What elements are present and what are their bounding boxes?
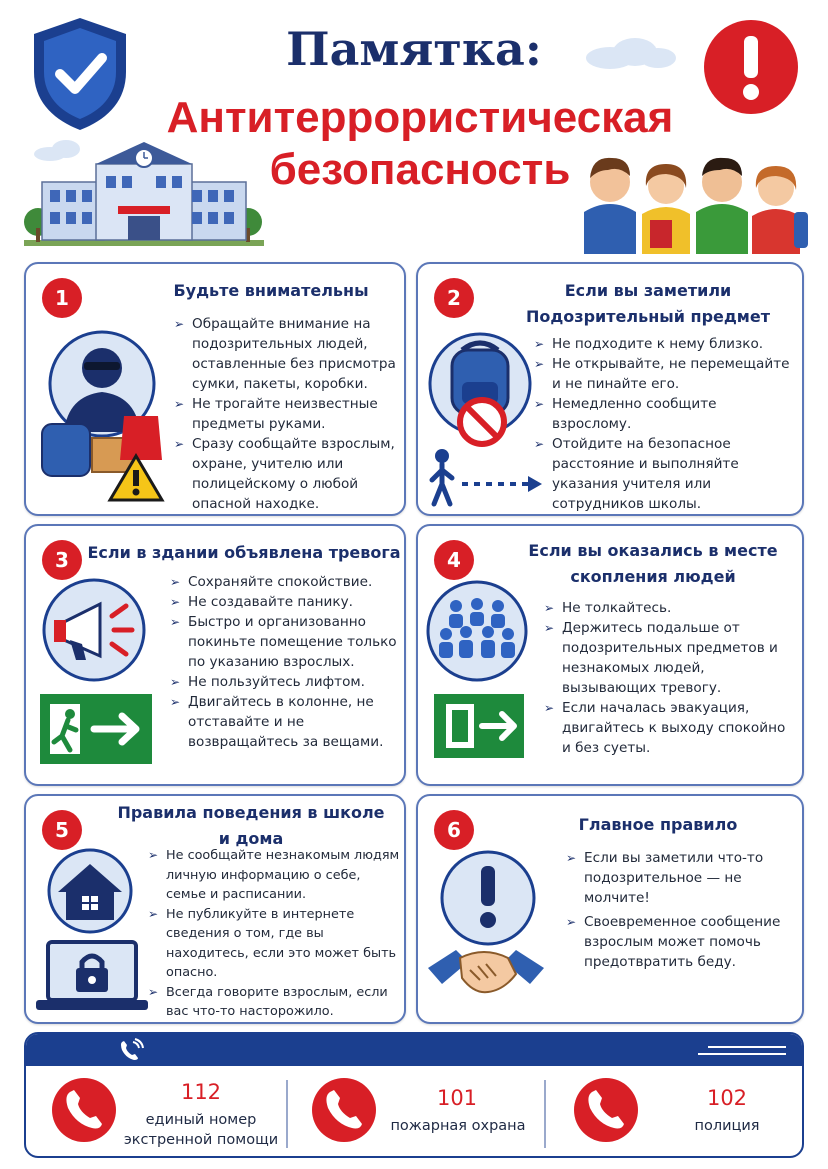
card-number-badge: 4: [434, 540, 474, 580]
decorative-lines-icon: [698, 1042, 788, 1060]
list-item: ➢ Если началась эвакуация, двигайтесь к выходу спокойно и без суеты.: [544, 698, 798, 758]
list-item: ➢ Если вы заметили что-то подозрительное — не молчите!: [566, 848, 792, 908]
card-title: [106, 800, 396, 852]
school-building-illustration: [24, 140, 264, 248]
phone-label: полиция: [694, 1118, 760, 1134]
phone-icon: [52, 1078, 116, 1142]
subtitle-line-1: Антитеррористическая: [166, 93, 674, 142]
card-title-line-2: Подозрительный предмет: [525, 307, 770, 326]
divider: [286, 1080, 288, 1148]
list-item: ➢ Не пользуйтесь лифтом.: [170, 672, 402, 692]
card-title: [508, 278, 788, 330]
phone-number-101[interactable]: 101: [436, 1086, 478, 1110]
phone-icon: [574, 1078, 638, 1142]
list-item: ➢ Немедленно сообщите взрослому.: [534, 394, 796, 434]
card-be-attentive: [24, 262, 406, 516]
card-main-rule: [416, 794, 804, 1024]
list-item: ➢ Своевременное сообщение взрослым может помочь предотвратить беду.: [566, 912, 792, 972]
subtitle-line-2: безопасность: [269, 145, 571, 194]
list-item: ➢ Всегда говорите взрослым, если вас что-то насторожило.: [148, 983, 400, 1022]
list-item: ➢ Двигайтесь в колонне, не отставайте и не возвращайтесь за вещами.: [170, 692, 402, 752]
list-item: ➢ Не трогайте неизвестные предметы руками.: [174, 394, 400, 434]
list-item: ➢ Не публикуйте в интернете сведения о том, где вы находитесь, если это может быть опасно.: [148, 905, 400, 983]
card-title: [508, 538, 798, 590]
phone-label: пожарная охрана: [390, 1118, 526, 1134]
card-number-badge: 6: [434, 810, 474, 850]
list-item: ➢ Обращайте внимание на подозрительных людей, оставленные без присмотра сумки, пакеты, коробки.: [174, 314, 400, 394]
list-item: ➢ Быстро и организованно покиньте помещение только по указанию взрослых.: [170, 612, 402, 672]
card-alarm-in-building: [24, 524, 406, 786]
poster-header: [0, 0, 828, 255]
card-title-line-1: Если вы заметили: [564, 281, 732, 300]
list-item: ➢ Держитесь подальше от подозрительных предметов и незнакомых людей, вызывающих тревогу.: [544, 618, 798, 698]
handshake-exclamation-illustration: [424, 850, 548, 1006]
card-title-line-1: Если вы оказались в месте: [528, 541, 778, 560]
phone-number-112[interactable]: 112: [180, 1080, 222, 1104]
list-item: ➢ Не открывайте, не перемещайте и не пинайте его.: [534, 354, 796, 394]
phone-label-line-1: единый номер: [145, 1112, 257, 1128]
card-number-badge: 2: [434, 278, 474, 318]
card-title: Если в здании объявлена тревога: [87, 543, 401, 562]
card-school-and-home-rules: [24, 794, 406, 1024]
card-bullet-list: [148, 846, 400, 1022]
card-title-line-2: скопления людей: [570, 567, 736, 586]
divider: [544, 1080, 546, 1148]
card-title: Будьте внимательны: [173, 281, 369, 300]
card-bullet-list: [174, 314, 400, 514]
card-bullet-list: [566, 848, 792, 972]
page-title: Памятка:: [286, 22, 542, 76]
exit-door-sign-icon: [434, 694, 524, 758]
card-title-line-1: Правила поведения в школе: [117, 803, 385, 822]
list-item: ➢ Не создавайте панику.: [170, 592, 402, 612]
footer-header-bar: [26, 1034, 802, 1066]
card-crowd: [416, 524, 804, 786]
card-title: Главное правило: [578, 815, 738, 834]
house-icon: [40, 848, 140, 934]
card-bullet-list: [170, 572, 402, 752]
card-bullet-list: [534, 334, 796, 514]
phone-label: [110, 1110, 292, 1150]
phone-label-line-2: экстренной помощи: [123, 1132, 279, 1148]
crowd-icon: [424, 578, 530, 684]
card-number-badge: 1: [42, 278, 82, 318]
list-item: ➢ Сохраняйте спокойствие.: [170, 572, 402, 592]
emergency-phones-footer: [24, 1032, 804, 1158]
laptop-lock-icon: [36, 938, 148, 1016]
megaphone-icon: [40, 576, 150, 686]
list-item: ➢ Отойдите на безопасное расстояние и выполняйте указания учителя или сотрудников школы.: [534, 434, 796, 514]
phone-icon: [312, 1078, 376, 1142]
card-number-badge: 3: [42, 540, 82, 580]
backpack-prohibited-illustration: [424, 328, 544, 508]
card-title-line-2: и дома: [218, 829, 284, 848]
phone-ringing-icon: [118, 1038, 144, 1062]
children-illustration: [580, 142, 810, 254]
suspicious-person-illustration: [38, 320, 170, 506]
list-item: ➢ Сразу сообщайте взрослым, охране, учителю или полицейскому о любой опасной находке.: [174, 434, 400, 514]
card-number-badge: 5: [42, 810, 82, 850]
phone-number-102[interactable]: 102: [706, 1086, 748, 1110]
list-item: ➢ Не подходите к нему близко.: [534, 334, 796, 354]
card-bullet-list: [544, 598, 798, 758]
emergency-exit-sign-icon: [40, 694, 152, 764]
list-item: ➢ Не сообщайте незнакомым людям личную информацию о себе, семье и расписании.: [148, 846, 400, 905]
card-suspicious-object: [416, 262, 804, 516]
list-item: ➢ Не толкайтесь.: [544, 598, 798, 618]
